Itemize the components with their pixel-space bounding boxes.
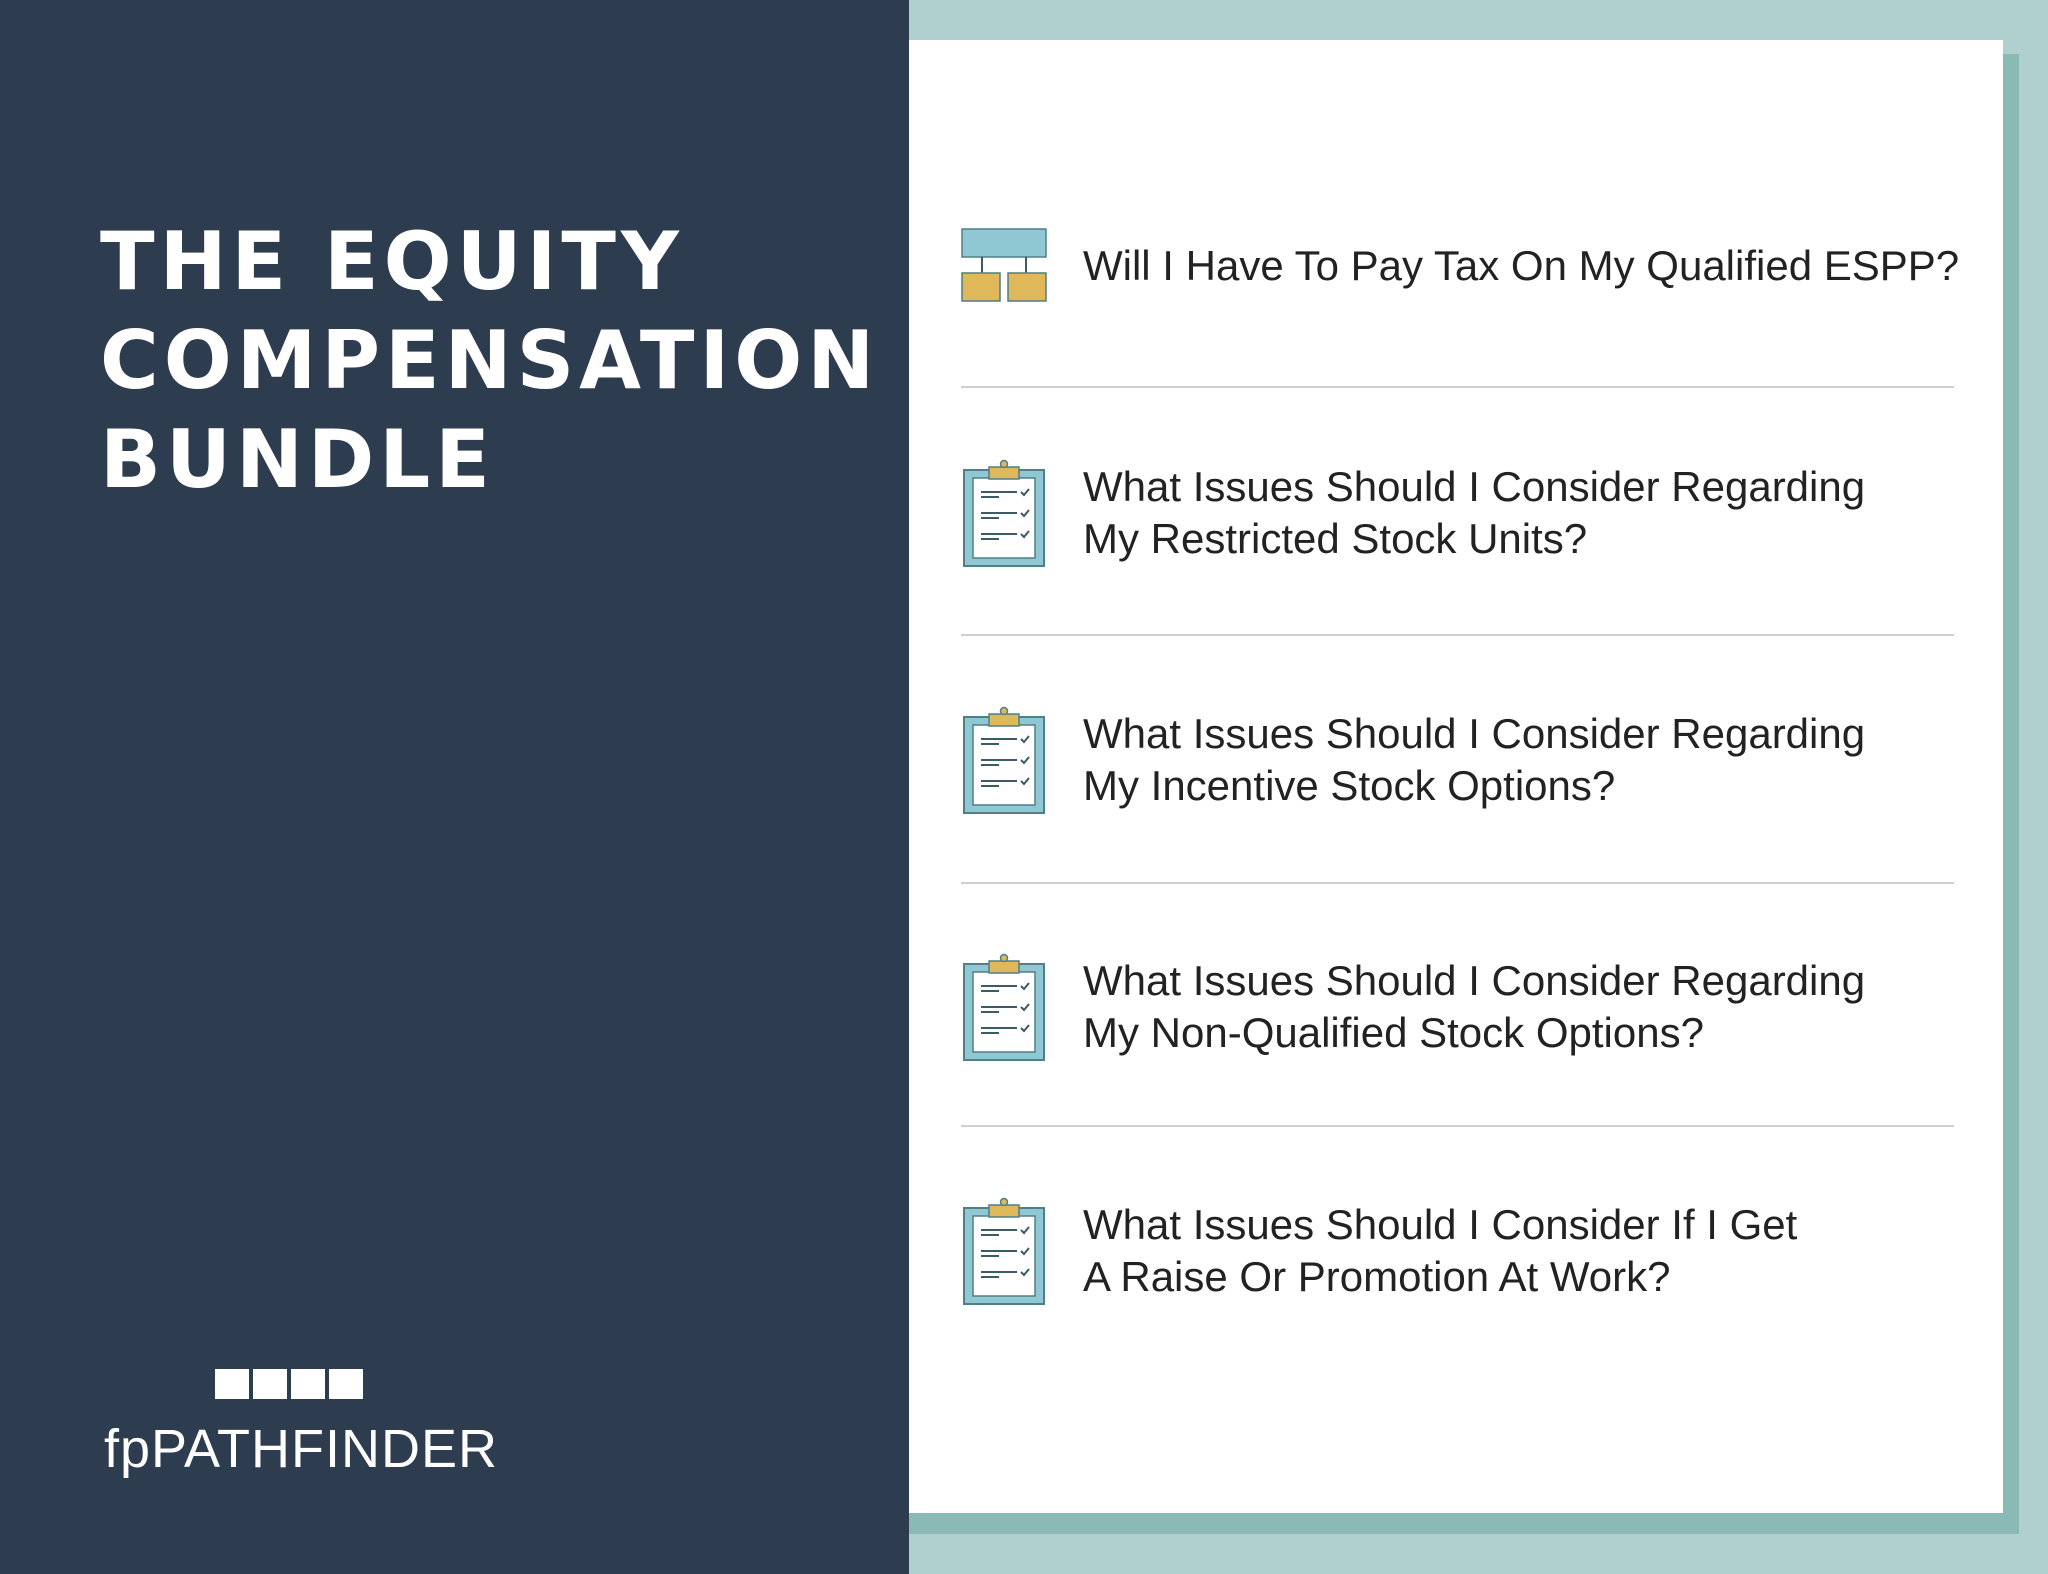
divider (961, 1125, 1954, 1127)
list-item-espp[interactable] (961, 228, 1961, 304)
item-text (1083, 1199, 1797, 1303)
title-line: THE EQUITY (100, 215, 684, 308)
item-text (1083, 955, 1865, 1059)
item-line: What Issues Should I Consider Regarding (1083, 463, 1866, 510)
clipboard-checklist-icon (961, 1196, 1047, 1306)
clipboard-checklist-icon (961, 705, 1047, 815)
bundle-title (100, 212, 879, 509)
divider (961, 882, 1954, 884)
item-text (1083, 240, 1959, 292)
list-item-raise[interactable] (961, 1196, 1961, 1306)
list-item-iso[interactable] (961, 705, 1961, 815)
title-line: BUNDLE (100, 413, 495, 506)
item-line: My Restricted Stock Units? (1083, 515, 1588, 562)
clipboard-checklist-icon (961, 952, 1047, 1062)
item-line: My Non-Qualified Stock Options? (1083, 1009, 1704, 1056)
divider (961, 634, 1954, 636)
item-line: What Issues Should I Consider If I Get (1083, 1201, 1798, 1248)
item-line: My Incentive Stock Options? (1083, 762, 1616, 809)
logo-mark-icon (215, 1369, 363, 1399)
item-line: A Raise Or Promotion At Work? (1083, 1253, 1671, 1300)
item-line: What Issues Should I Consider Regarding (1083, 710, 1866, 757)
list-item-rsu[interactable] (961, 458, 1961, 568)
item-line: Will I Have To Pay Tax On My Qualified ESPP? (1083, 242, 1960, 289)
item-text (1083, 708, 1865, 812)
contents-card (909, 40, 2003, 1513)
title-line: COMPENSATION (100, 314, 880, 407)
clipboard-checklist-icon (961, 458, 1047, 568)
flowchart-icon (961, 228, 1047, 304)
title-panel (0, 0, 909, 1574)
list-item-nqso[interactable] (961, 952, 1961, 1062)
item-line: What Issues Should I Consider Regarding (1083, 957, 1866, 1004)
item-text (1083, 461, 1865, 565)
divider (961, 386, 1954, 388)
logo-text: fpPATHFINDER (104, 1419, 499, 1479)
